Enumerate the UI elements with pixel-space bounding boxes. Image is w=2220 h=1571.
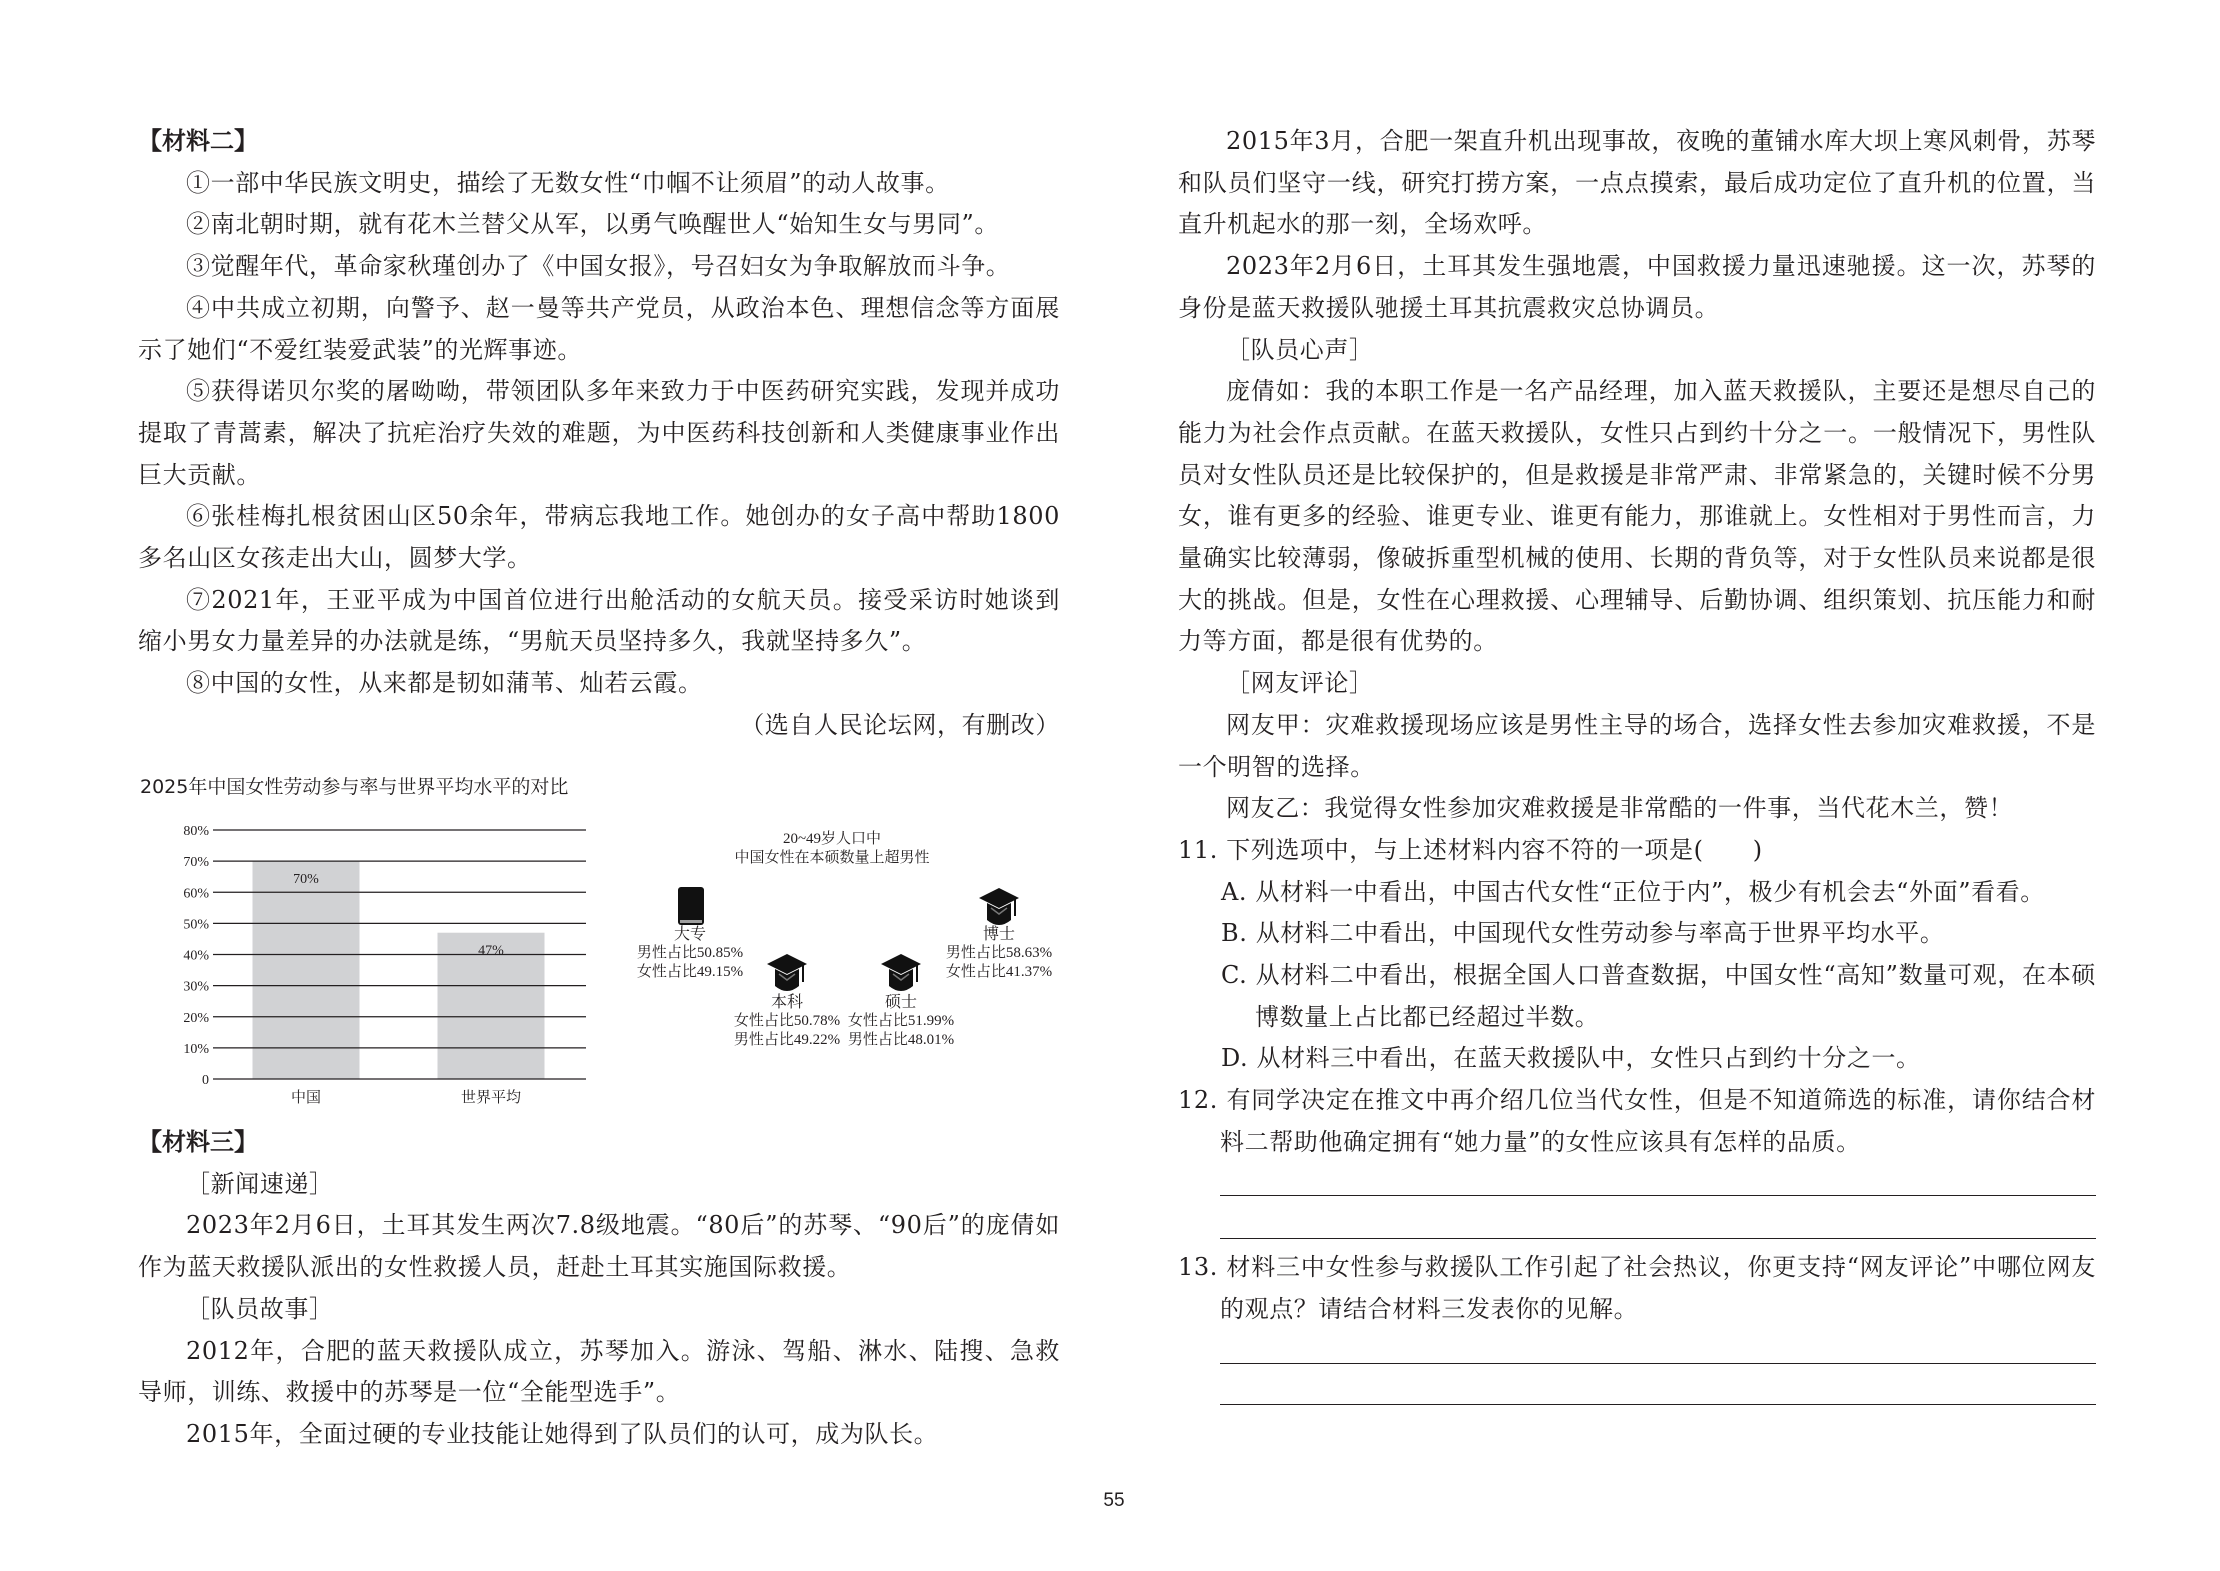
comment-paragraph: 网友甲：灾难救援现场应该是男性主导的场合，选择女性去参加灾难救援，不是一个明智的选择。	[1178, 710, 2096, 781]
story-heading: ［队员故事］	[186, 1294, 334, 1323]
question-11-stem: 11. 下列选项中，与上述材料内容不符的一项是( )	[1178, 835, 1763, 864]
news-heading: ［新闻速递］	[186, 1169, 334, 1198]
infographic-header-line: 中国女性在本硕数量上超男性	[734, 850, 930, 866]
news-paragraph: 2023年2月6日，土耳其发生两次7.8级地震。“80后”的苏琴、“90后”的庞倩如作为蓝天救援队派出的女性救援人员，赶赴土耳其实施国际救援。	[138, 1211, 1060, 1282]
item-stat: 男性占比58.63%	[945, 945, 1053, 961]
question-11-option-d: D. 从材料三中看出，在蓝天救援队中，女性只占到约十分之一。	[1221, 1044, 1921, 1073]
material-two-paragraph: ③觉醒年代，革命家秋瑾创办了《中国女报》，号召妇女为争取解放而斗争。	[186, 252, 1011, 281]
bar-value-label: 70%	[293, 872, 319, 888]
y-tick-label: 50%	[183, 917, 209, 933]
graduation-cap-icon	[978, 886, 1020, 928]
right-column	[1178, 121, 2096, 1164]
story-paragraph: 2015年，全面过硬的专业技能让她得到了队员们的认可，成为队长。	[186, 1419, 939, 1448]
y-tick-label: 40%	[183, 948, 209, 964]
material-two-paragraph: ②南北朝时期，就有花木兰替父从军，以勇气唤醒世人“始知生女与男同”。	[186, 210, 999, 239]
book-icon	[676, 886, 706, 928]
item-label: 大专	[673, 926, 706, 943]
item-label: 博士	[982, 926, 1015, 943]
y-tick-label: 0	[202, 1073, 209, 1088]
graduation-cap-icon	[766, 952, 808, 994]
comments-heading: ［网友评论］	[1226, 669, 1374, 698]
question-13: 13. 材料三中女性参与救援队工作引起了社会热议，你更支持“网友评论”中哪位网友的观点？请结合材料三发表你的见解。	[1178, 1253, 2096, 1323]
y-tick-label: 20%	[183, 1010, 209, 1026]
graduation-cap-icon	[880, 952, 922, 994]
voice-paragraph: 庞倩如：我的本职工作是一名产品经理，加入蓝天救援队，主要还是想尽自己的能力为社会作点贡献。在蓝天救援队，女性只占到约十分之一。一般情况下，男性队员对女性队员还是比较保护的，但是救援是非常严肃、非常紧急的，关键时候不分男女，谁有更多的经验、谁更专业、谁更有能力，那谁就上。女性相对于男性而言，力量确实比较薄弱，像破拆重型机械的使用、长期的背负等，对于女性队员来说都是很大的挑战。但是，女性在心理救援、心理辅导、后勤协调、组织策划、抗压能力和耐力等方面，都是很有优势的。	[1178, 377, 2096, 656]
material-two-paragraph: ④中共成立初期，向警予、赵一曼等共产党员，从政治本色、理想信念等方面展示了她们“不爱红装爱武装”的光辉事迹。	[138, 293, 1060, 364]
material-two-paragraph: ⑧中国的女性，从来都是韧如蒲苇、灿若云霞。	[186, 669, 703, 698]
infographic-header-line: 20~49岁人口中	[782, 831, 882, 847]
answer-line-q13[interactable]	[1220, 1363, 2096, 1364]
y-tick-label: 80%	[183, 824, 209, 839]
material-three-section	[138, 1122, 1060, 1456]
infographic-item-boshi	[929, 925, 1069, 982]
item-stat: 女性占比50.78%	[733, 1013, 841, 1029]
item-stat: 女性占比49.15%	[636, 964, 744, 980]
chart-title: 2025年中国女性劳动参与率与世界平均水平的对比	[140, 776, 569, 798]
voice-heading: ［队员心声］	[1226, 335, 1374, 364]
source-citation: （选自人民论坛网，有删改）	[740, 710, 1060, 739]
question-13-block	[1178, 1247, 2096, 1330]
question-11-option-b: B. 从材料二中看出，中国现代女性劳动参与率高于世界平均水平。	[1221, 919, 1945, 948]
item-stat: 女性占比41.37%	[945, 964, 1053, 980]
story-paragraph: 2023年2月6日，土耳其发生强地震，中国救援力量迅速驰援。这一次，苏琴的身份是蓝天救援队驰援土耳其抗震救灾总协调员。	[1178, 252, 2096, 322]
item-stat: 男性占比48.01%	[847, 1032, 955, 1048]
material-two-paragraph: ①一部中华民族文明史，描绘了无数女性“巾帼不让须眉”的动人故事。	[186, 168, 950, 197]
question-11-option-a: A. 从材料一中看出，中国古代女性“正位于内”，极少有机会去“外面”看看。	[1221, 877, 2045, 906]
y-tick-label: 70%	[183, 855, 209, 871]
y-tick-label: 30%	[183, 979, 209, 995]
item-stat: 女性占比51.99%	[847, 1013, 955, 1029]
question-11-option-c: C. 从材料二中看出，根据全国人口普查数据，中国女性“高知”数量可观，在本硕博数量上占比都已经超过半数。	[1221, 961, 2096, 1031]
answer-line-q13[interactable]	[1220, 1404, 2096, 1405]
bar-0	[253, 861, 360, 1079]
infographic-header	[712, 830, 952, 868]
story-paragraph: 2015年3月，合肥一架直升机出现事故，夜晚的董铺水库大坝上寒风刺骨，苏琴和队员们坚守一线，研究打捞方案，一点点摸索，最后成功定位了直升机的位置，当直升机起水的那一刻，全场欢呼。	[1178, 127, 2096, 239]
item-stat: 男性占比49.22%	[733, 1032, 841, 1048]
page-number: 55	[1103, 1490, 1125, 1511]
material-three-title: 【材料三】	[138, 1128, 258, 1156]
material-two-section	[138, 121, 1060, 747]
infographic-item-dazhuan	[620, 925, 760, 982]
y-tick-label: 10%	[183, 1041, 209, 1057]
y-tick-label: 60%	[183, 886, 209, 902]
material-two-paragraph: ⑤获得诺贝尔奖的屠呦呦，带领团队多年来致力于中医药研究实践，发现并成功提取了青蒿素，解决了抗疟治疗失效的难题，为中医药科技创新和人类健康事业作出巨大贡献。	[138, 377, 1060, 489]
material-two-title: 【材料二】	[138, 127, 258, 155]
item-stat: 男性占比50.85%	[636, 945, 744, 961]
comment-paragraph: 网友乙：我觉得女性参加灾难救援是非常酷的一件事，当代花木兰，赞！	[1226, 794, 2014, 823]
question-12: 12. 有同学决定在推文中再介绍几位当代女性，但是不知道筛选的标准，请你结合材料二帮助他确定拥有“她力量”的女性应该具有怎样的品质。	[1178, 1086, 2096, 1156]
item-label: 硕士	[884, 994, 917, 1011]
bar-value-label: 47%	[478, 943, 504, 959]
story-paragraph: 2012年，合肥的蓝天救援队成立，苏琴加入。游泳、驾船、淋水、陆搜、急救导师，训练、救援中的苏琴是一位“全能型选手”。	[138, 1336, 1060, 1407]
answer-line-q12[interactable]	[1220, 1195, 2096, 1196]
x-category-label: 世界平均	[460, 1088, 522, 1106]
material-two-paragraph: ⑥张桂梅扎根贫困山区50余年，带病忘我地工作。她创办的女子高中帮助1800多名山区女孩走出大山，圆梦大学。	[138, 502, 1060, 573]
infographic-item-shuoshi	[831, 993, 971, 1050]
labor-participation-bar-chart	[138, 770, 598, 1115]
item-label: 本科	[770, 994, 803, 1011]
material-two-paragraph: ⑦2021年，王亚平成为中国首位进行出舱活动的女航天员。接受采访时她谈到缩小男女力量差异的办法就是练，“男航天员坚持多久，我就坚持多久”。	[138, 585, 1060, 656]
answer-line-q12[interactable]	[1220, 1238, 2096, 1239]
x-category-label: 中国	[290, 1088, 322, 1106]
